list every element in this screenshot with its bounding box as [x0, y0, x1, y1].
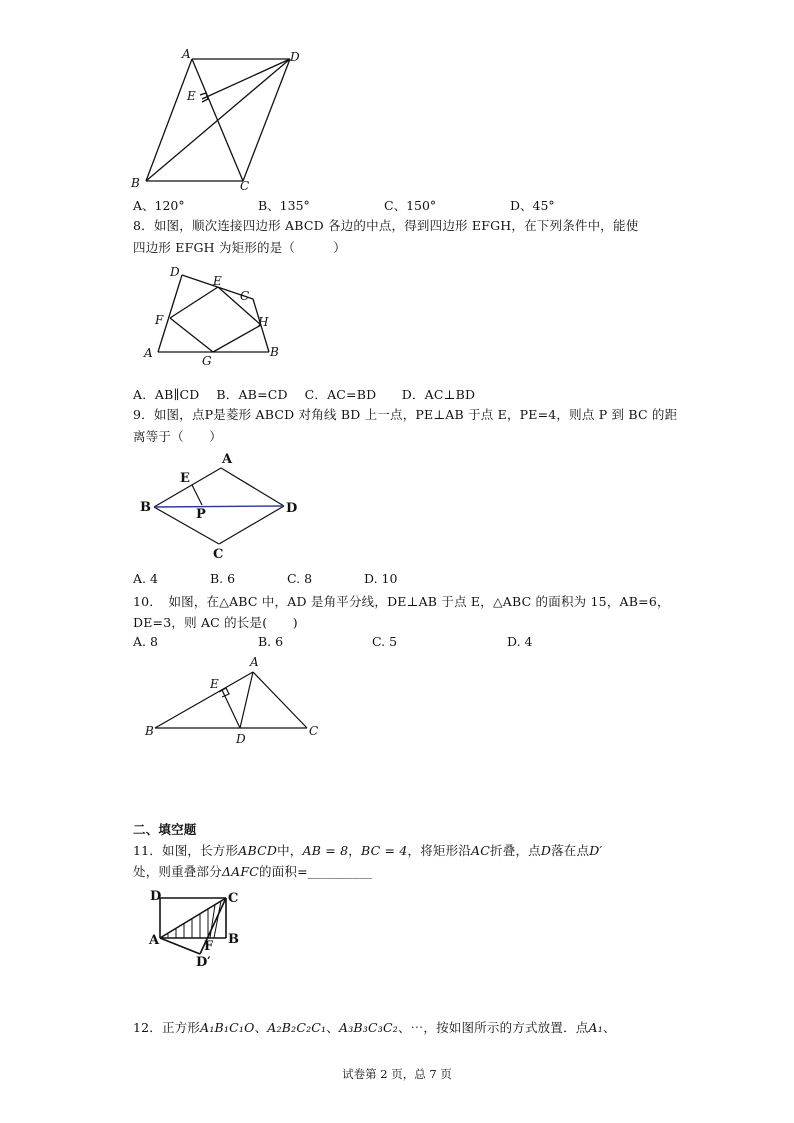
q9-option-b: B. 6	[210, 571, 236, 586]
section-title: 二、填空题	[133, 822, 197, 837]
q10-label-D: D	[236, 732, 246, 746]
q8-label-E: E	[213, 274, 222, 288]
q8-label-H: H	[258, 315, 269, 329]
q8-label-G: G	[202, 354, 212, 368]
q7-label-D: D	[290, 50, 300, 64]
q9-label-D: D	[286, 501, 298, 516]
q9-label-C: C	[213, 547, 224, 562]
q7-label-A: A	[182, 47, 191, 61]
q7-option-d: D、45°	[510, 198, 555, 213]
q11-label-C: C	[228, 891, 239, 906]
q10-label-A: A	[250, 655, 259, 669]
q11-stem-line2: 处，则重叠部分ΔAFC的面积=__________	[133, 864, 373, 879]
q11-label-Dprime: D′	[196, 955, 211, 970]
q7-option-c: C、150°	[384, 198, 437, 213]
q9-stem-line2: 离等于（ ）	[133, 429, 222, 444]
q10-stem-line2: DE=3，则 AC 的长是( )	[133, 615, 298, 630]
q10-option-a: A. 8	[133, 634, 158, 649]
q9-option-a: A. 4	[133, 571, 158, 586]
q11-figure	[148, 888, 248, 973]
q10-label-E: E	[210, 677, 219, 691]
q8-label-F: F	[155, 313, 164, 327]
q9-label-B: B	[140, 500, 151, 515]
q10-option-b: B. 6	[258, 634, 284, 649]
q10-option-c: C. 5	[372, 634, 398, 649]
q7-figure	[130, 45, 330, 195]
q9-label-E: E	[180, 471, 190, 486]
q11-stem-line1: 11．如图，长方形ABCD中，AB = 8，BC = 4，将矩形沿AC折叠，点D落在点D′	[133, 843, 603, 858]
q8-stem-line2: 四边形 EFGH 为矩形的是（ ）	[133, 240, 346, 255]
q8-label-C: C	[240, 289, 250, 303]
q9-option-d: D. 10	[364, 571, 398, 586]
q8-label-B: B	[270, 345, 279, 359]
q10-option-d: D. 4	[507, 634, 533, 649]
q8-label-D: D	[170, 265, 180, 279]
q7-option-a: A、120°	[133, 198, 185, 213]
q7-label-E: E	[187, 89, 196, 103]
q7-option-b: B、135°	[258, 198, 310, 213]
page-footer: 试卷第 2 页，总 7 页	[342, 1067, 452, 1081]
q11-label-F: F	[204, 939, 214, 954]
q11-label-B: B	[228, 932, 239, 947]
q9-label-A: A	[222, 452, 233, 467]
q8-figure	[140, 262, 290, 367]
q10-label-C: C	[309, 724, 319, 738]
q9-label-P: P	[196, 507, 206, 522]
q11-label-A: A	[149, 933, 160, 948]
q12-stem-line1: 12．正方形A₁B₁C₁O、A₂B₂C₂C₁、A₃B₃C₃C₂、⋯，按如图所示的方式放置．点A₁、	[133, 1020, 616, 1035]
q10-figure	[140, 655, 330, 745]
q7-label-C: C	[240, 179, 250, 193]
q9-option-c: C. 8	[287, 571, 313, 586]
q7-label-B: B	[131, 176, 140, 190]
q11-label-D: D	[150, 889, 162, 904]
q10-label-B: B	[145, 724, 154, 738]
q9-figure	[138, 450, 313, 565]
q8-options: A．AB∥CD B．AB=CD C．AC=BD D．AC⊥BD	[133, 387, 476, 402]
q10-stem-line1: 10． 如图，在△ABC 中，AD 是角平分线，DE⊥AB 于点 E，△ABC 的面积为 15，AB=6，	[133, 594, 670, 609]
q8-stem-line1: 8．如图，顺次连接四边形 ABCD 各边的中点，得到四边形 EFGH，在下列条件中，能使	[133, 218, 639, 233]
q8-label-A: A	[144, 346, 153, 360]
q9-stem-line1: 9．如图，点P是菱形 ABCD 对角线 BD 上一点，PE⊥AB 于点 E，PE=4，则点 P 到 BC 的距	[133, 407, 678, 422]
